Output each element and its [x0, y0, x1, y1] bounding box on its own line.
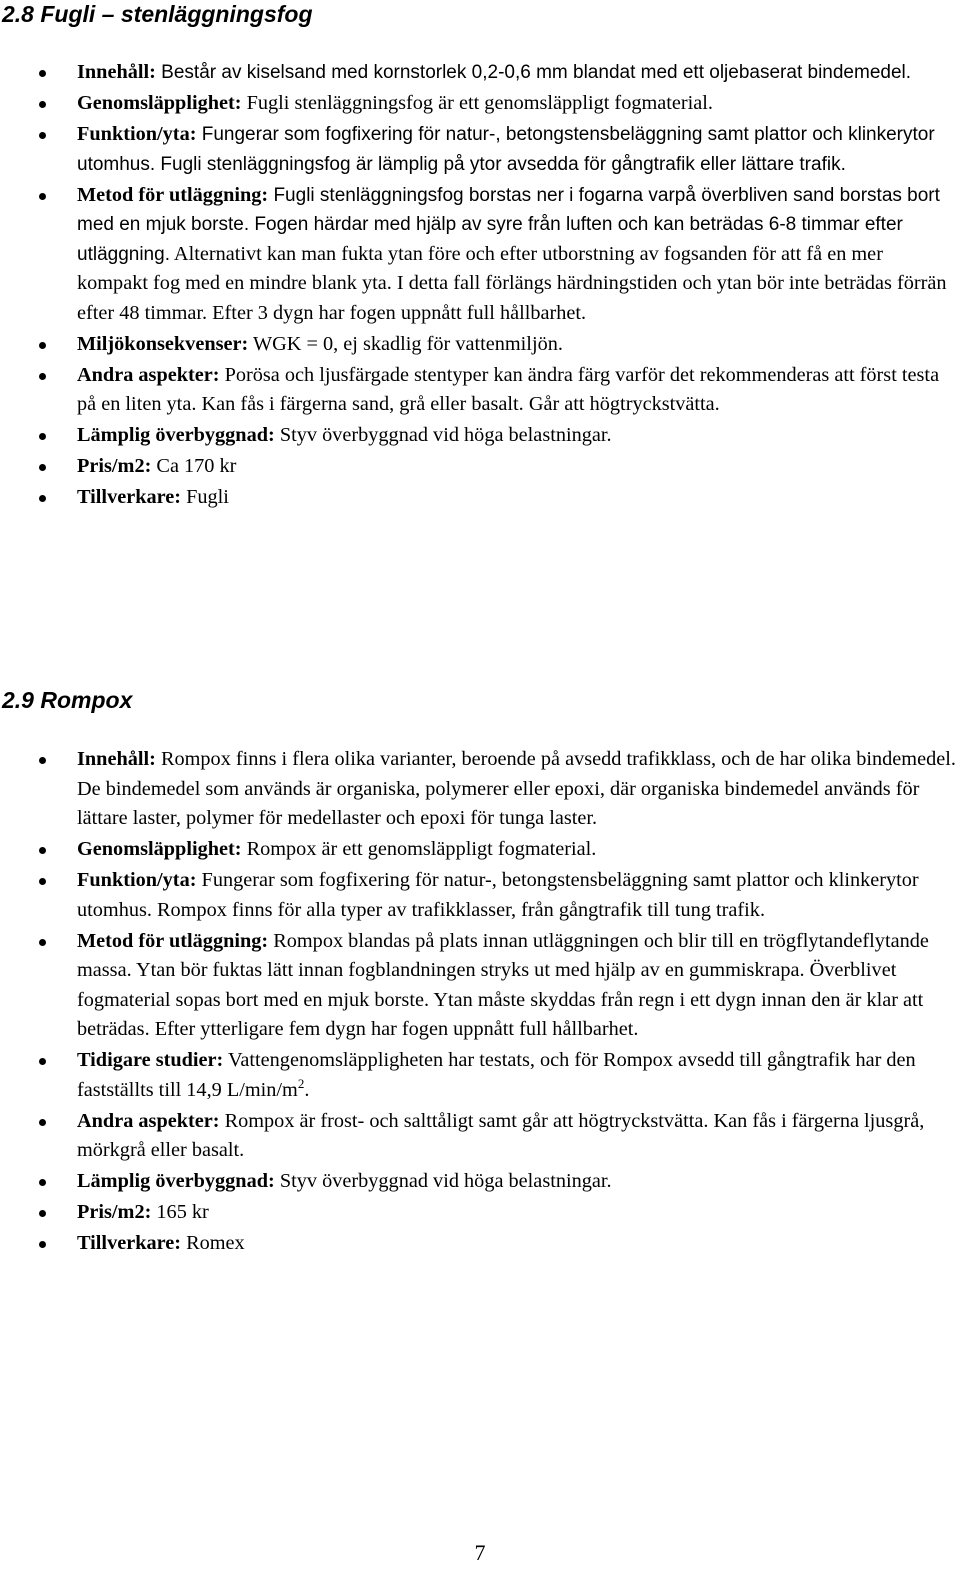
- bullet-dot: [39, 1119, 46, 1126]
- item-label: Andra aspekter:: [77, 363, 220, 386]
- bullet-dot: [39, 373, 46, 380]
- item-label: Metod för utläggning:: [77, 929, 269, 952]
- list-item-metod: [0, 927, 960, 1045]
- item-text: Rompox är frost- och salttåligt samt går att högtryckstvätta. Kan fås i färgerna ljusgrå, mörkgrå eller basalt.: [77, 1109, 925, 1161]
- list-item-funktion: [0, 120, 960, 179]
- item-label: Andra aspekter:: [77, 1109, 220, 1132]
- bullet-dot: [39, 1210, 46, 1217]
- list-item-lamplig: [0, 421, 960, 451]
- item-label: Pris/m2:: [77, 1201, 152, 1223]
- item-text: Rompox finns i flera olika varianter, beroende på avsedd trafikklass, och de har olika bindemedel. De bindemedel som används är organiska, polymerer eller epoxi, där organiska bindemedel används för lättare laster, polymer för medellaster och epoxi för tunga laster.: [77, 748, 956, 829]
- item-text: Fungerar som fogfixering för natur-, betongstensbeläggning samt plattor och klinkerytor utomhus. Rompox finns för alla typer av trafikklasser, från gångtrafik till tung trafik.: [77, 869, 919, 921]
- bullet-dot: [39, 433, 46, 440]
- item-text: Ca 170 kr: [151, 455, 237, 477]
- list-item-pris: [0, 452, 960, 482]
- page-number: 7: [474, 1540, 486, 1565]
- list-item-tidigare: [0, 1046, 960, 1105]
- item-label: Genomsläpplighet:: [77, 838, 242, 860]
- item-text: Fugli stenläggningsfog är ett genomsläppligt fogmaterial.: [241, 92, 713, 114]
- item-label: Genomsläpplighet:: [77, 92, 242, 114]
- bullet-list-fugli: [0, 58, 960, 514]
- list-item-miljo: [0, 330, 960, 360]
- bullet-dot: [39, 1241, 46, 1248]
- item-label: Innehåll:: [77, 61, 156, 83]
- item-label: Lämplig överbyggnad:: [77, 424, 275, 446]
- item-label: Lämplig överbyggnad:: [77, 1170, 275, 1192]
- list-item-pris: [0, 1198, 960, 1228]
- bullet-dot: [39, 464, 46, 471]
- bullet-dot: [39, 101, 46, 108]
- bullet-dot: [39, 70, 46, 77]
- list-item-tillverkare: [0, 1229, 960, 1259]
- bullet-dot: [39, 847, 46, 854]
- item-text: Består av kiselsand med kornstorlek 0,2-0,6 mm blandat med ett oljebaserat bindemedel.: [155, 62, 912, 83]
- item-text: Rompox är ett genomsläppligt fogmaterial.: [241, 838, 597, 860]
- item-label: Tidigare studier:: [77, 1049, 224, 1071]
- list-item-andra: [0, 361, 960, 420]
- item-text-sans: Fugli stenläggningsfog borstas ner i fogarna varpå överbliven sand borstas bort med en mjuk borste. Fogen härdar med hjälp av syre från luften och kan beträdas 6-8 timmar efter utläggning.: [77, 184, 940, 265]
- list-item-innehall: [0, 58, 960, 88]
- section-title-rompox: 2.9 Rompox: [2, 687, 133, 713]
- item-text: Styv överbyggnad vid höga belastningar.: [274, 424, 612, 446]
- list-item-funktion: [0, 866, 960, 925]
- bullet-dot: [39, 1058, 46, 1065]
- item-text: Vattengenomsläppligheten har testats, och för Rompox avsedd till gångtrafik har den fastställts till 14,9 L/min/m: [77, 1049, 916, 1101]
- item-text: WGK = 0, ej skadlig för vattenmiljön.: [248, 332, 563, 355]
- list-item-genomslapplighet: [0, 89, 960, 119]
- bullet-dot: [39, 1179, 46, 1186]
- bullet-dot: [39, 878, 46, 885]
- item-label: Miljökonsekvenser:: [77, 332, 249, 355]
- list-item-innehall: [0, 745, 960, 834]
- list-item-metod: [0, 181, 960, 329]
- item-label: Pris/m2:: [77, 455, 152, 477]
- list-item-lamplig: [0, 1167, 960, 1197]
- item-label: Innehåll:: [77, 748, 156, 770]
- bullet-dot: [39, 132, 46, 139]
- item-label: Metod för utläggning:: [77, 183, 269, 206]
- bullet-list-rompox: [0, 745, 960, 1260]
- item-label: Funktion/yta:: [77, 123, 197, 145]
- item-text: Styv överbyggnad vid höga belastningar.: [274, 1170, 612, 1192]
- item-text: Romex: [181, 1232, 245, 1254]
- list-item-tillverkare: [0, 483, 960, 513]
- bullet-dot: [39, 193, 46, 200]
- bullet-dot: [39, 342, 46, 349]
- list-item-andra: [0, 1107, 960, 1166]
- item-text: Rompox blandas på plats innan utläggningen och blir till en trögflytandeflytande massa. Ytan bör fuktas lätt innan fogblandningen stryks ut med hjälp av en gummiskrapa. Överblivet fogmaterial sopas bort med en mjuk borste. Ytan måste skyddas från regn i ett dygn innan den är klar att beträdas. Efter ytterligare fem dygn har fogen uppnått full hållbarhet.: [77, 929, 929, 1040]
- item-label: Funktion/yta:: [77, 869, 197, 891]
- bullet-dot: [39, 939, 46, 946]
- item-text-serif: Alternativt kan man fukta ytan före och efter utborstning av fogsanden för att få en mer kompakt fog med en mindre blank yta. I detta fall förlängs härdningstiden och ytan bör inte beträdas förrän efter 48 timmar. Efter 3 dygn har fogen uppnått full hållbarhet.: [77, 242, 947, 324]
- item-text: Fugli: [181, 486, 229, 508]
- item-text-end: .: [304, 1078, 310, 1101]
- bullet-dot: [39, 495, 46, 502]
- item-label: Tillverkare:: [77, 486, 182, 508]
- item-text: Porösa och ljusfärgade stentyper kan ändra färg varför det rekommenderas att först testa på en liten yta. Kan fås i färgerna sand, grå eller basalt. Går att högtryckstvätta.: [77, 363, 940, 415]
- item-text: Fungerar som fogfixering för natur-, betongstensbeläggning samt plattor och klinkerytor utomhus. Fugli stenläggningsfog är lämplig på ytor avsedda för gångtrafik eller lättare trafik.: [77, 124, 935, 175]
- item-label: Tillverkare:: [77, 1232, 182, 1254]
- item-text: 165 kr: [151, 1201, 209, 1223]
- list-item-genomslapplighet: [0, 835, 960, 865]
- superscript: 2: [297, 1075, 305, 1091]
- bullet-dot: [39, 757, 46, 764]
- section-title-fugli: 2.8 Fugli – stenläggningsfog: [2, 1, 313, 27]
